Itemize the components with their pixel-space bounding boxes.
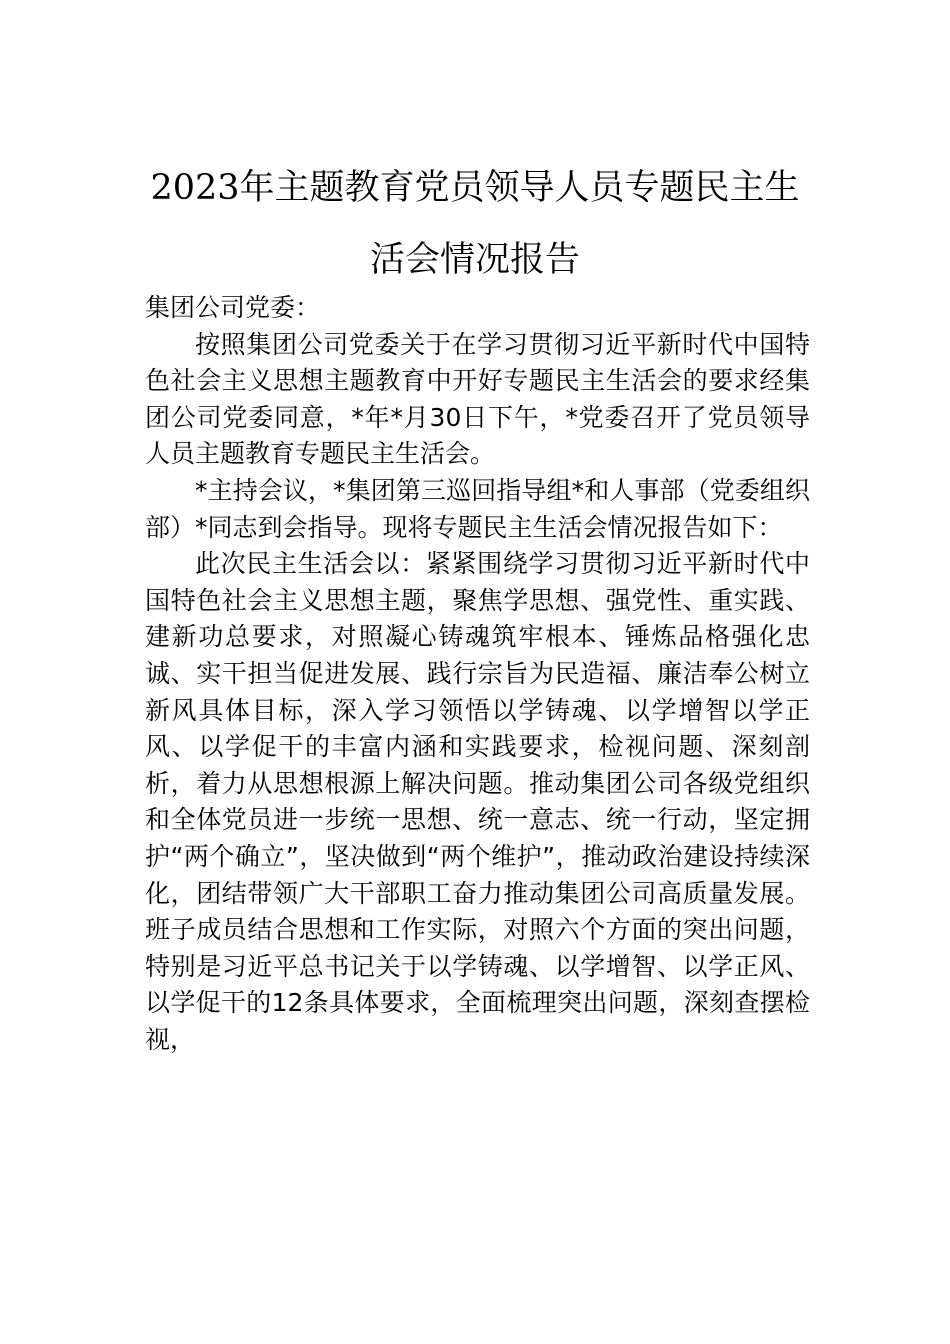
- document-title-line-1: 2023年主题教育党员领导人员专题民主生: [150, 168, 800, 208]
- paragraph-meeting-host: *主持会议，*集团第三巡回指导组*和人事部（党委组织部）*同志到会指导。现将专题民主生活会情况报告如下：: [145, 475, 810, 542]
- salutation: 集团公司党委：: [145, 293, 321, 322]
- document-title-line-2: 活会情况报告: [369, 240, 580, 280]
- paragraph-meeting-content: 此次民主生活会以：紧紧围绕学习贯彻习近平新时代中国特色社会主义思想主题，聚焦学思想、强党性、重实践、建新功总要求，对照凝心铸魂筑牢根本、锤炼品格强化忠诚、实干担当促进发展、践行宗旨为民造福、廉洁奉公树立新风具体目标，深入学习领悟以学铸魂、以学增智以学正风、以学促干的丰富内涵和实践要求，检视问题、深刻剖析，着力从思想根源上解决问题。推动集团公司各级党组织和全体党员进一步统一思想、统一意志、统一行动，坚定拥护“两个确立”，坚决做到“两个维护”，推动政治建设持续深化，团结带领广大干部职工奋力推动集团公司高质量发展。班子成员结合思想和工作实际，对照六个方面的突出问题，特别是习近平总书记关于以学铸魂、以学增智、以学正风、以学促干的12条具体要求，全面梳理突出问题，深刻查摆检视，: [145, 549, 810, 1054]
- paragraph-meeting-notice: 按照集团公司党委关于在学习贯彻习近平新时代中国特色社会主义思想主题教育中开好专题民主生活会的要求经集团公司党委同意，*年*月30日下午，*党委召开了党员领导人员主题教育专题民主生活会。: [145, 329, 810, 469]
- document-body: [145, 290, 810, 1058]
